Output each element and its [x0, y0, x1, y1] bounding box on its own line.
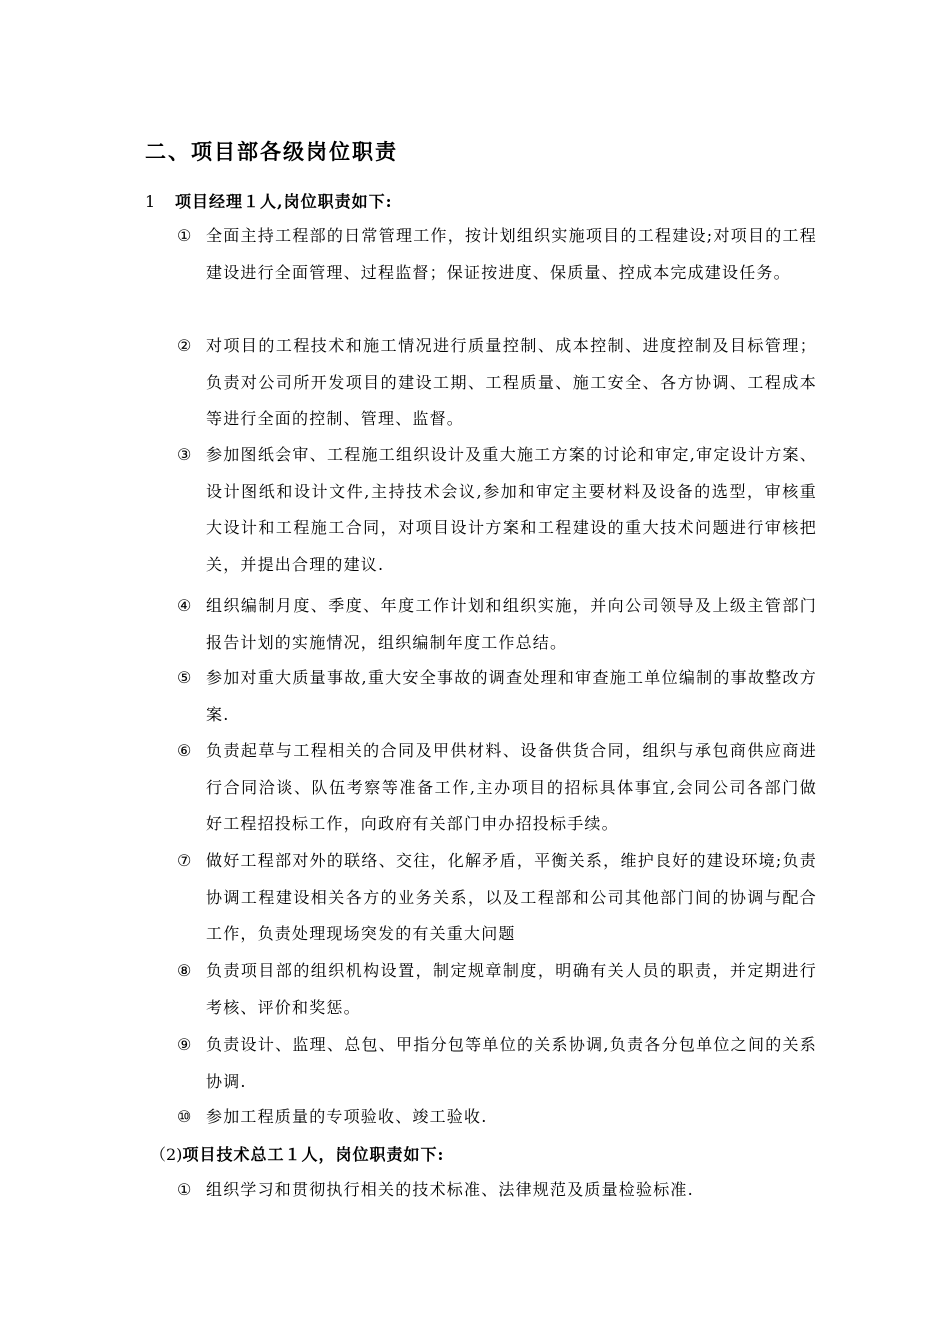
list-item [177, 1027, 817, 1100]
section-number: 1 [145, 192, 156, 211]
section-title-text: 项目技术总工１人，岗位职责如下: [182, 1145, 445, 1164]
list-item [177, 843, 817, 953]
item-text: 做好工程部对外的联络、交往，化解矛盾，平衡关系，维护良好的建设环境;负责协调工程建设相关各方的业务关系，以及工程部和公司其他部门间的协调与配合工作，负责处理现场突发的有关重大问题 [206, 851, 817, 943]
list-item [177, 437, 817, 583]
item-text: 组织编制月度、季度、年度工作计划和组织实施，并向公司领导及上级主管部门报告计划的实施情况，组织编制年度工作总结。 [206, 596, 817, 652]
item-marker: ⑨ [177, 1035, 193, 1054]
item-marker: ⑥ [177, 741, 193, 760]
item-marker: ⑩ [177, 1107, 193, 1126]
item-marker: ① [177, 226, 193, 245]
section-number: （2) [150, 1145, 183, 1164]
item-marker: ② [177, 336, 193, 355]
item-marker: ③ [177, 445, 193, 464]
list-item [177, 660, 817, 733]
section-title-project-manager [145, 190, 392, 214]
list-item [177, 953, 817, 1026]
item-text: 负责设计、监理、总包、甲指分包等单位的关系协调,负责各分包单位之间的关系协调. [206, 1035, 817, 1091]
list-item [177, 1172, 817, 1209]
list-item [177, 1099, 817, 1136]
item-text: 参加工程质量的专项验收、竣工验收. [206, 1107, 488, 1126]
item-text: 全面主持工程部的日常管理工作，按计划组织实施项目的工程建设;对项目的工程建设进行全面管理、过程监督；保证按进度、保质量、控成本完成建设任务。 [206, 226, 817, 282]
page-heading: 二、项目部各级岗位职责 [145, 139, 398, 164]
item-marker: ⑦ [177, 851, 193, 870]
item-text: 负责项目部的组织机构设置，制定规章制度，明确有关人员的职责，并定期进行考核、评价和奖惩。 [206, 961, 817, 1017]
item-text: 负责起草与工程相关的合同及甲供材料、设备供货合同，组织与承包商供应商进行合同洽谈、队伍考察等准备工作,主办项目的招标具体事宜,会同公司各部门做好工程招投标工作，向政府有关部门申办招投标手续。 [206, 741, 817, 833]
item-marker: ⑤ [177, 668, 193, 687]
item-text: 组织学习和贯彻执行相关的技术标准、法律规范及质量检验标准. [206, 1180, 694, 1199]
item-marker: ① [177, 1180, 193, 1199]
list-item [177, 733, 817, 843]
section-title-technical-chief [150, 1143, 444, 1167]
item-marker: ④ [177, 596, 193, 615]
item-text: 参加对重大质量事故,重大安全事故的调查处理和审查施工单位编制的事故整改方案. [206, 668, 817, 724]
list-item [177, 328, 817, 438]
list-item [177, 588, 817, 661]
item-text: 对项目的工程技术和施工情况进行质量控制、成本控制、进度控制及目标管理；负责对公司所开发项目的建设工期、工程质量、施工安全、各方协调、工程成本等进行全面的控制、管理、监督。 [206, 336, 817, 428]
item-marker: ⑧ [177, 961, 193, 980]
list-item [177, 218, 817, 291]
section-title-text: 项目经理１人,岗位职责如下: [175, 192, 393, 211]
item-text: 参加图纸会审、工程施工组织设计及重大施工方案的讨论和审定,审定设计方案、设计图纸和设计文件,主持技术会议,参加和审定主要材料及设备的选型，审核重大设计和工程施工合同，对项目设计方案和工程建设的重大技术问题进行审核把关，并提出合理的建议. [206, 445, 817, 574]
